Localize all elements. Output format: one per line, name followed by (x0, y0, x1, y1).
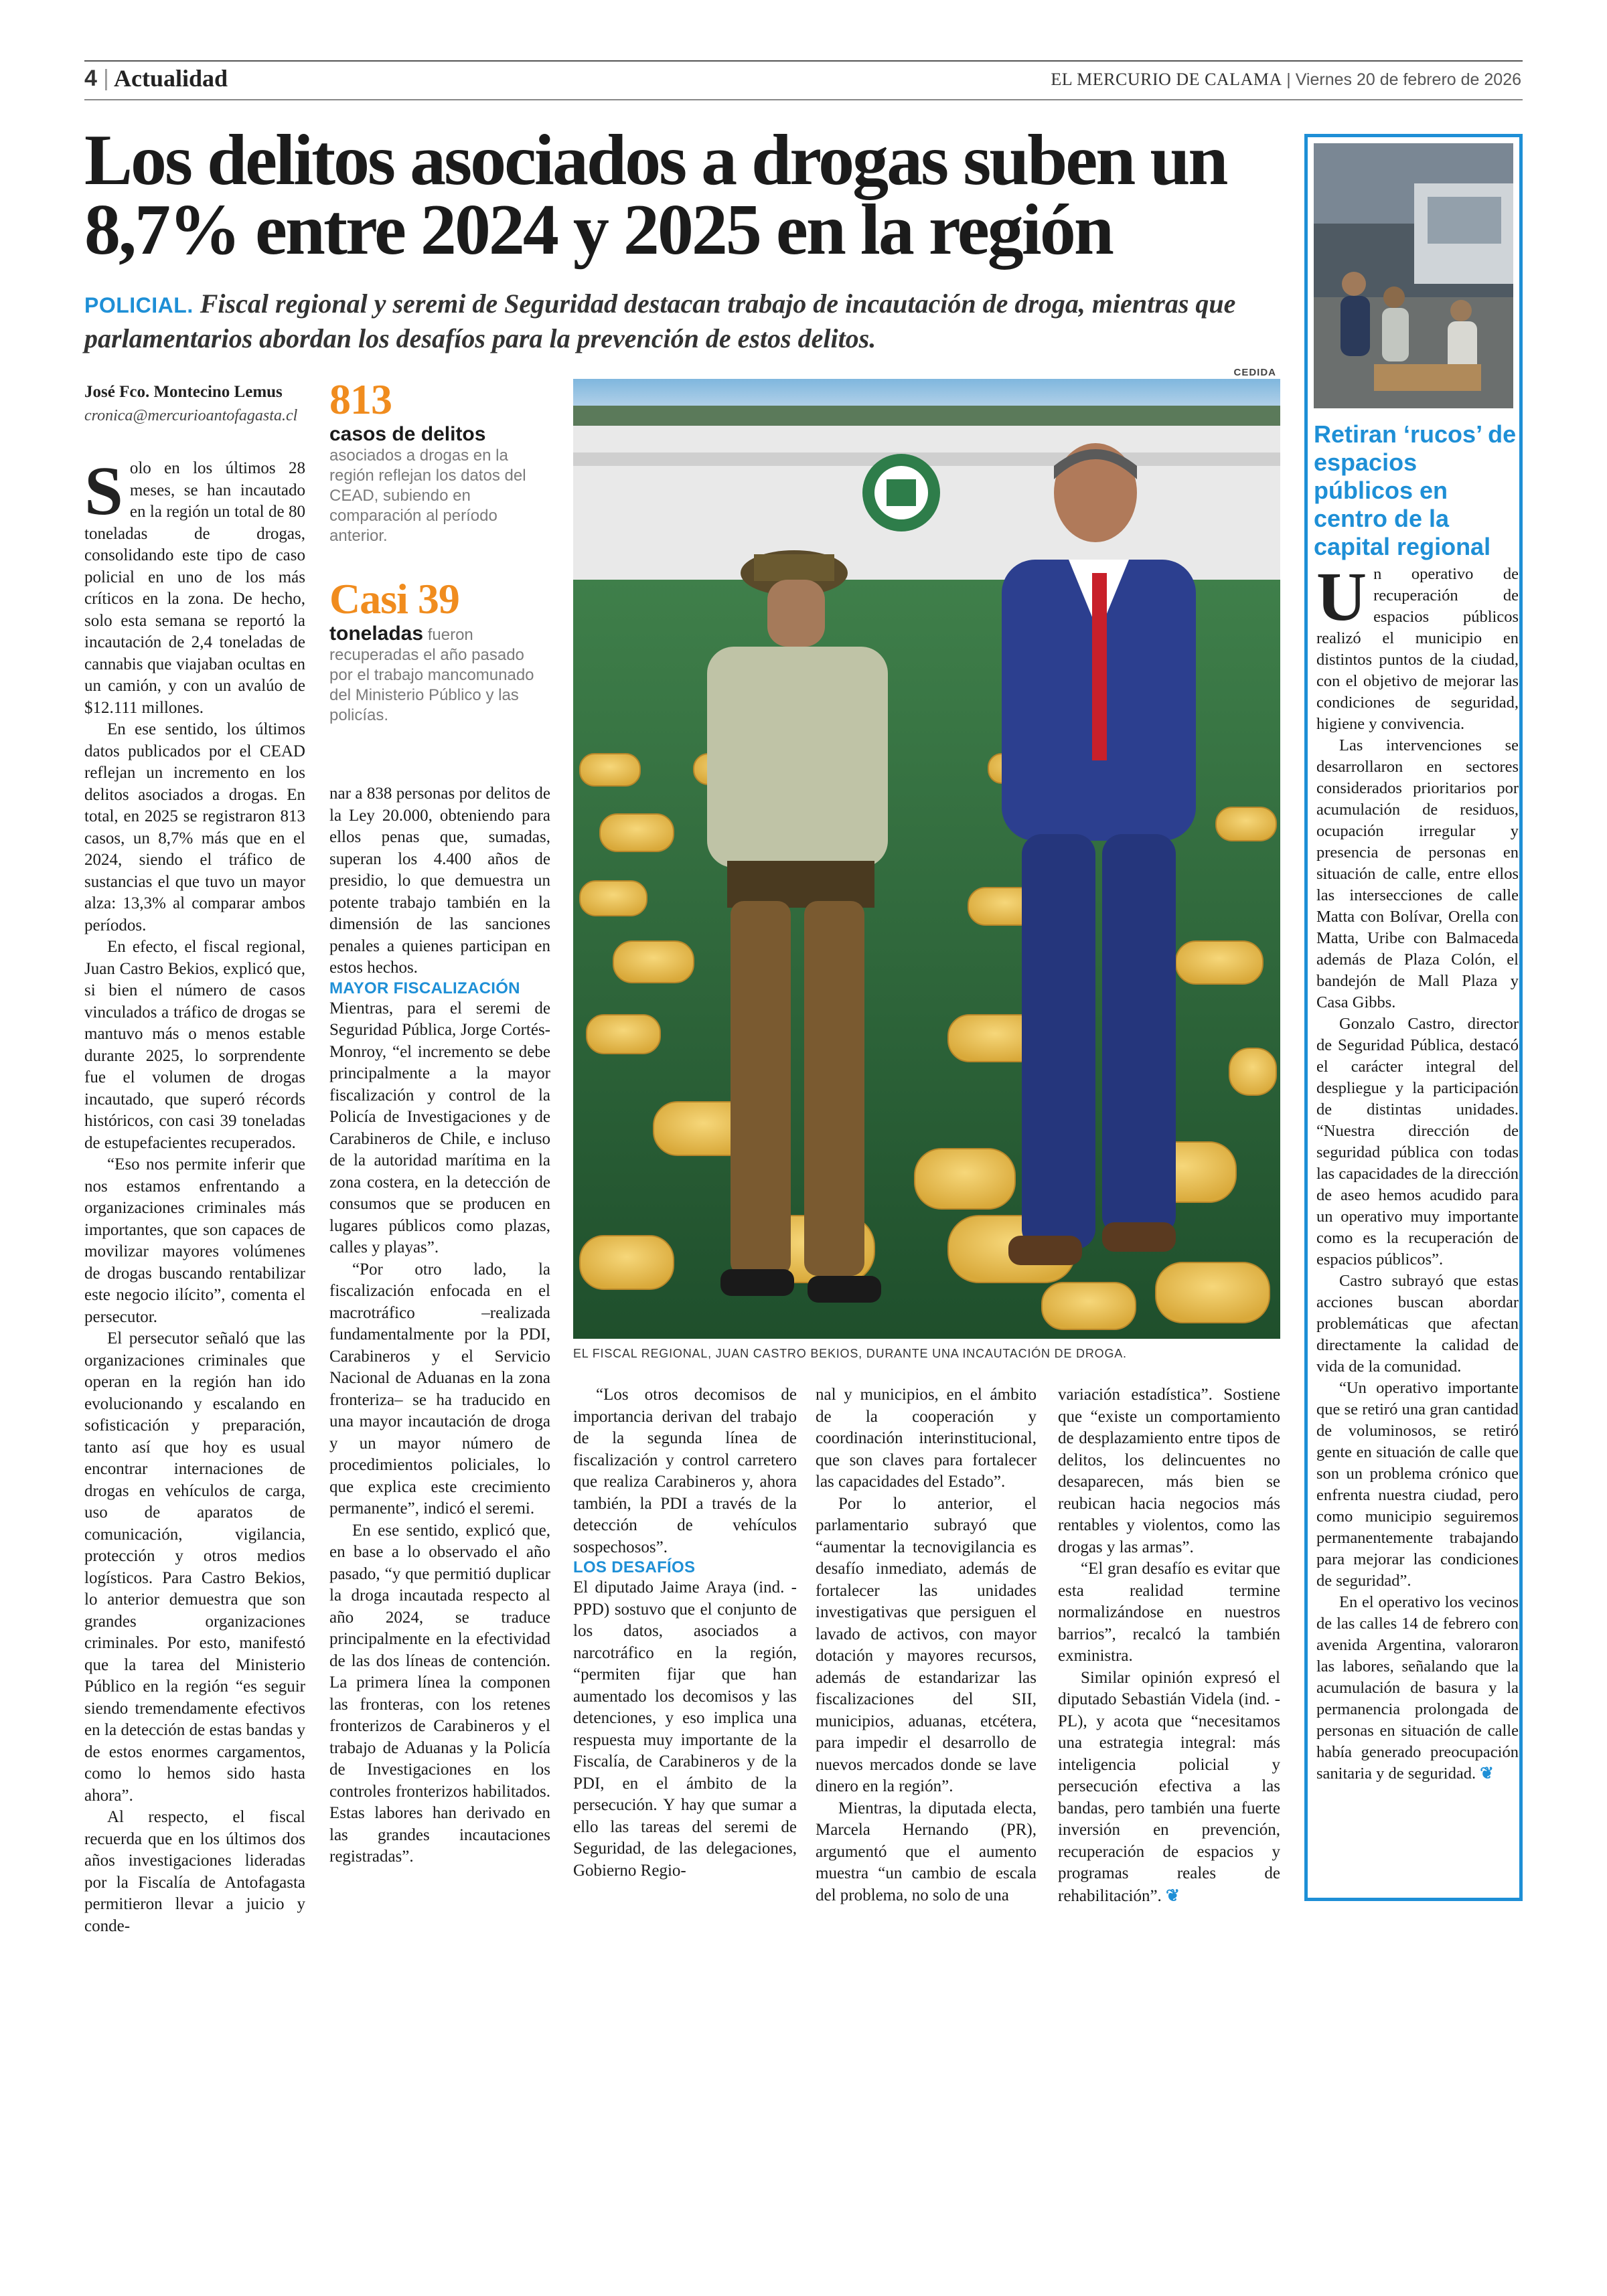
publication-name: EL MERCURIO DE CALAMA (1051, 70, 1282, 89)
paragraph: nar a 838 personas por delitos de la Ley 20.000, obteniendo para ellos penas que, sumadas, superan los 4.400 años de presidio, lo que demuestra un potente trabajo también en la dimensión de las sanciones penales a quienes participan en estos hechos. (329, 785, 550, 977)
subhead: LOS DESAFÍOS (573, 1558, 696, 1576)
header-top-rule (84, 60, 1523, 62)
cleanup-operation-illustration (1314, 143, 1513, 408)
paragraph: variación estadística”. Sostiene que “existe un comportamiento de desplazamiento entre tipos de delitos, los delincuentes no desaparecen, más bien se reubican hacia negocios más rentables y violentos, como las drogas y las armas”. (1058, 1386, 1280, 1556)
drop-cap: S (84, 453, 123, 529)
publication-date: Viernes 20 de febrero de 2026 (1295, 70, 1521, 89)
article-column-1 (84, 453, 305, 1935)
paragraph: Gonzalo Castro, director de Seguridad Pública, destacó el carácter integral del despliegue y la participación de distintas unidades. “Nuestra dirección de seguridad pública con todas las capacidades de la dirección de aseo hemos acudido para un operativo muy importante como es la recuperación de espacios públicos”. (1316, 1015, 1519, 1268)
paragraph: En ese sentido, explicó que, en base a lo observado el año pasado, “y que permitió duplicar la droga incautada respecto al año 2024, se traduce principalmente en la efectividad de las dos líneas de contención. La primera línea la componen las fronteras, con los retenes fronterizos de Carabineros y el trabajo de Aduanas y la Policía de Investigaciones en los controles fronterizos habilitados. Estas labores han derivado en las grandes incautaciones registradas”. (329, 1521, 550, 1866)
article-column-4 (816, 1384, 1037, 1920)
paragraph: Por lo anterior, el parlamentario subrayó que “aumentar la tecnovigilancia es desafío inmediato, además de fortalecer las unidades investigativas que persiguen el lavado de activos, con mayor dotación y mayores recursos, además de estandarizar las fiscalizaciones del SII, municipios, aduanas, etcétera, para impedir el desarrollo de nuevos mercados donde se lave dinero en la región”. (816, 1494, 1037, 1795)
author-email[interactable]: cronica@mercurioantofagasta.cl (84, 407, 298, 424)
sidebar-title: Retiran ‘rucos’ de espacios públicos en centro de la capital regional (1314, 420, 1517, 560)
paragraph: Un operativo de recuperación de espacios públicos realizó el municipio en distintos puntos de la ciudad, con el objetivo de mejorar las condiciones de seguridad, higiene y convivencia. (1316, 558, 1519, 733)
photo-credit: CEDIDA (1233, 367, 1276, 378)
paragraph: “Eso nos permite inferir que nos estamos enfrentando a organizaciones criminales más importantes, que son capaces de movilizar mayores volúmenes de drogas buscando rentabilizar este negocio ilícito”, comenta el persecutor. (84, 1155, 305, 1326)
headline: Los delitos asociados a drogas suben un 8,7% entre 2024 y 2025 en la región (84, 120, 1227, 270)
article-photo (573, 379, 1280, 1339)
drop-cap: U (1316, 558, 1367, 635)
paragraph: Al respecto, el fiscal recuerda que en los últimos dos años investigaciones lideradas por la Fiscalía de Antofagasta permitieron llevar a juicio y conde- (84, 1808, 305, 1935)
stat-box-2 (329, 574, 550, 726)
paragraph: Solo en los últimos 28 meses, se han incautado en la región un total de 80 toneladas de drogas, consolidando este tipo de caso policial en uno de los más críticos en la zona. De hecho, solo esta semana se reportó la incautación de 2,4 toneladas de cannabis que viajaban ocultas en un camión, y con un avalúo de $12.111 millones. (84, 453, 305, 717)
paragraph: En el operativo los vecinos de las calles 14 de febrero con avenida Argentina, valoraron las labores, señalando que la acumulación de basura y la permanencia prolongada de personas en situación de calle había generado preocupación sanitaria y de seguridad. ❦ (1316, 1593, 1519, 1783)
article-column-3 (573, 1384, 797, 1920)
sidebar-photo (1314, 143, 1513, 408)
stat-text: casos de delitos asociados a drogas en la región reflejan los datos del CEAD, subiendo en comparación al período anterior. (329, 423, 526, 545)
byline: José Fco. Montecino Lemus (84, 383, 283, 401)
end-mark-icon: ❦ (1166, 1886, 1180, 1905)
header-bottom-rule (84, 99, 1523, 100)
page-number: 4 (84, 66, 97, 91)
paragraph: Mientras, la diputada electa, Marcela Hernando (PR), argumentó que el aumento muestra “un cambio de escala del problema, no solo de una (816, 1799, 1037, 1904)
paragraph: Castro subrayó que estas acciones buscan abordar problemáticas que afectan directamente la calidad de vida de la comunidad. (1316, 1272, 1519, 1376)
paragraph: En efecto, el fiscal regional, Juan Castro Bekios, explicó que, si bien el número de casos vinculados a tráfico de drogas se mantuvo más o menos estable durante 2025, lo sorprendente fue el volumen de drogas incautado, que superó récords históricos, con casi 39 toneladas de estupefacientes recuperados. (84, 938, 305, 1152)
paragraph: Las intervenciones se desarrollaron en sectores considerados prioritarios por acumulación de residuos, ocupación irregular y presencia de personas en situación de calle, entre ellos las intersecciones de calle Matta con Bolívar, Orella con Matta, Uribe con Balmaceda además de Plaza Colón, el bandejón de Mall Plaza y Casa Gibbs. (1316, 736, 1519, 1011)
end-mark-icon: ❦ (1480, 1765, 1494, 1783)
stat-box-1 (329, 375, 550, 546)
dek-text: Fiscal regional y seremi de Seguridad destacan trabajo de incautación de droga, mientras que parlamentarios abordan los desafíos para la prevención de estos delitos. (84, 289, 1236, 353)
article-column-5 (1058, 1384, 1280, 1920)
paragraph: “El gran desafío es evitar que esta realidad termine normalizándose en nuestros barrios”, recalcó la también exministra. (1058, 1560, 1280, 1665)
masthead: EL MERCURIO DE CALAMA | Viernes 20 de febrero de 2026 (1051, 70, 1521, 89)
paragraph: Similar opinión expresó el diputado Sebastián Videla (ind. - PL), y acota que “necesitamos una estrategia integral: más inteligencia policial y persecución efectiva a las bandas, pero también una fuerte inversión en prevención, recuperación de espacios y programas reales de rehabilitación”. ❦ (1058, 1668, 1280, 1905)
paragraph: El persecutor señaló que las organizaciones criminales que operan en la región han ido evolucionando y escalando en sofisticación y preparación, tanto así que hoy es usual encontrar internaciones de drogas en vehículos de carga, uso de aparatos de comunicación, vigilancia, protección y otros medios logísticos. Para Castro Bekios, lo anterior demuestra que son grandes organizaciones criminales. Por esto, manifestó que la tarea del Ministerio Público en la región “es seguir siendo tremendamente efectivos en la detección de estas bandas y de estos enormes cargamentos, como lo hemos sido hasta ahora”. (84, 1329, 305, 1805)
stat-number: Casi 39 (329, 575, 459, 623)
paragraph: nal y municipios, en el ámbito de la cooperación y coordinación interinstitucional, que son claves para fortalecer las capacidades del Estado”. (816, 1386, 1037, 1491)
seizure-photo-illustration (573, 379, 1280, 1339)
section-name: Actualidad (114, 65, 228, 92)
paragraph: “Un operativo importante que se retiró una gran cantidad de voluminosos, se retiró gente en situación de calle que son un problema crónico que enfrenta nuestra ciudad, pero como municipio seguiremos permanentemente trabajando para mejorar las condiciones de seguridad”. (1316, 1379, 1519, 1590)
paragraph: El diputado Jaime Araya (ind. - PPD) sostuvo que el conjunto de los datos, asociados a narcotráfico en la región, “permiten fijar que han aumentado los decomisos y las detenciones, y eso implica una respuesta muy importante de la Fiscalía, de Carabineros y de la PDI, en el ámbito de la persecución. Y hay que sumar a ello las tareas del seremi de Seguridad, de las delegaciones, Gobierno Regio- (573, 1578, 797, 1880)
stat-text: toneladas fueron recuperadas el año pasado por el trabajo mancomunado del Ministerio Público y las policías. (329, 623, 534, 724)
sidebar-column (1316, 558, 1519, 1876)
paragraph: Mientras, para el seremi de Seguridad Pública, Jorge Cortés-Monroy, “el incremento se debe principalmente a la mayor fiscalización y control de la Policía de Investigaciones y de Carabineros de Chile, e incluso de la autoridad marítima en la zona costera, en la detección de consumos que se producen en lugares públicos como plazas, calles y playas”. (329, 999, 550, 1256)
stat-number: 813 (329, 376, 392, 423)
paragraph: “Los otros decomisos de importancia derivan del trabajo de la segunda línea de fiscalización y control carretero que realiza Carabineros y, ahora también, la PDI a través de la detección de vehículos sospechosos”. (573, 1386, 797, 1556)
paragraph: “Por otro lado, la fiscalización enfocada en el macrotráfico –realizada fundamentalmente por la PDI, Carabineros y el Servicio Nacional de Aduanas en la zona fronteriza– se ha traducido en una mayor incautación de droga y un mayor número de procedimientos policiales, lo que explica este crecimiento permanente”, indicó el seremi. (329, 1260, 550, 1518)
subhead: MAYOR FISCALIZACIÓN (329, 979, 520, 997)
kicker: POLICIAL. (84, 293, 194, 317)
dek (84, 286, 1263, 356)
header-separator: | (103, 66, 109, 91)
photo-caption: EL FISCAL REGIONAL, JUAN CASTRO BEKIOS, DURANTE UNA INCAUTACIÓN DE DROGA. (573, 1347, 1127, 1360)
paragraph: En ese sentido, los últimos datos publicados por el CEAD reflejan un incremento en los delitos asociados a drogas. En total, en 2025 se registraron 813 casos, un 8,7% más que en el 2024, siendo el tráfico de sustancias el que tuvo un mayor alza: 13,3% al comparar ambos períodos. (84, 720, 305, 934)
article-column-2 (329, 783, 550, 1921)
